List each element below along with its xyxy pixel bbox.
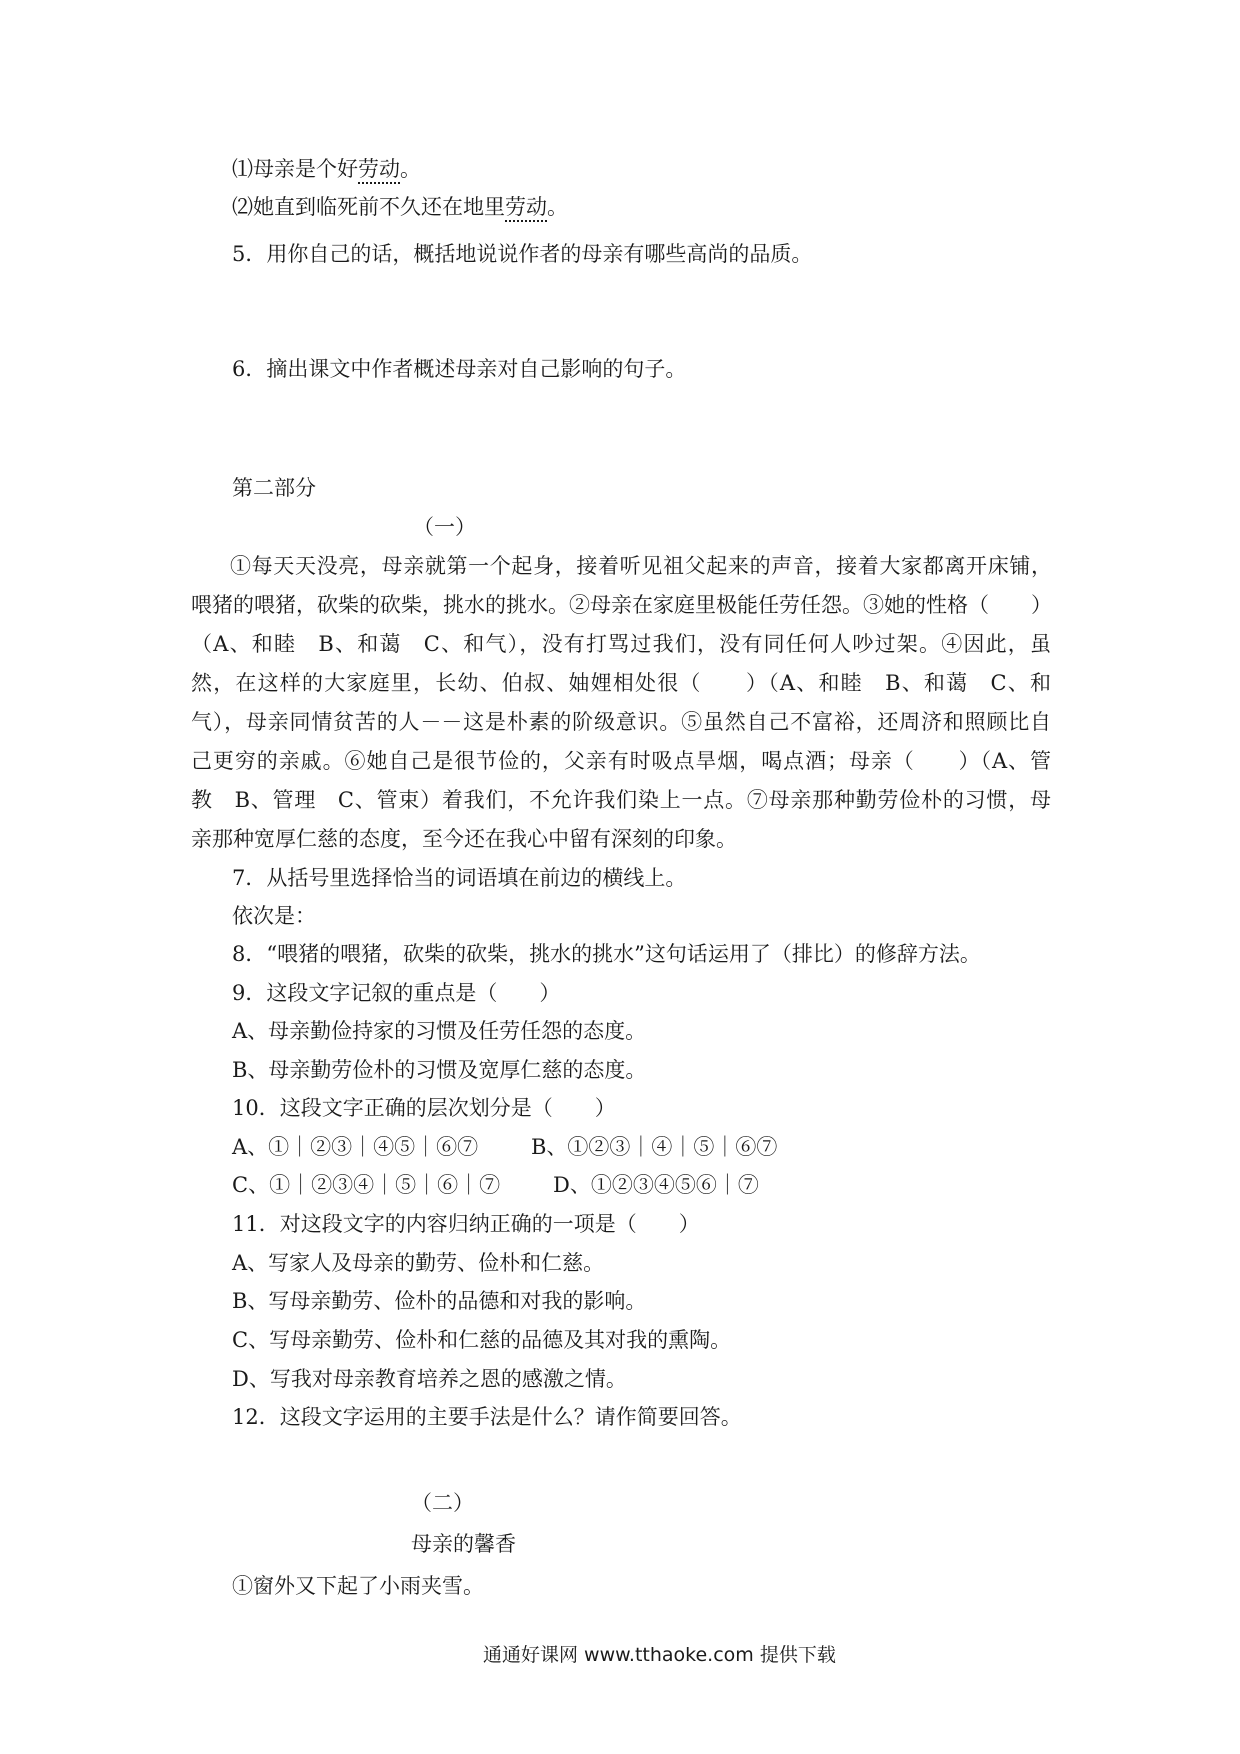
question-12: 12．这段文字运用的主要手法是什么？请作简要回答。	[232, 1405, 742, 1429]
passage-line: 亲那种宽厚仁慈的态度，至今还在我心中留有深刻的印象。	[191, 827, 737, 851]
question-11-option-d: D、写我对母亲教育培养之恩的感激之情。	[232, 1367, 627, 1391]
section-2-title: （二）	[411, 1491, 474, 1515]
question-10: 10．这段文字正确的层次划分是（ ）	[232, 1096, 616, 1120]
question-11: 11．对这段文字的内容归纳正确的一项是（ ）	[232, 1212, 700, 1236]
question-4-item-2: ⑵她直到临死前不久还在地里劳动。	[232, 195, 568, 219]
question-4-item-1: ⑴母亲是个好劳动。	[232, 157, 421, 181]
question-9-option-a: A、母亲勤俭持家的习惯及任劳任怨的态度。	[232, 1019, 647, 1043]
question-11-option-b: B、写母亲勤劳、俭朴的品德和对我的影响。	[232, 1289, 647, 1313]
question-5: 5．用你自己的话，概括地说说作者的母亲有哪些高尚的品质。	[232, 242, 813, 266]
article-title: 母亲的馨香	[411, 1532, 516, 1556]
footer-credit: 通通好课网 www.tthaoke.com 提供下载	[483, 1644, 836, 1666]
question-9: 9．这段文字记叙的重点是（ ）	[232, 981, 561, 1005]
question-7: 7．从括号里选择恰当的词语填在前边的横线上。	[232, 866, 687, 890]
question-9-option-b: B、母亲勤劳俭朴的习惯及宽厚仁慈的态度。	[232, 1058, 647, 1082]
question-6: 6．摘出课文中作者概述母亲对自己影响的句子。	[232, 357, 687, 381]
article-first-line: ①窗外又下起了小雨夹雪。	[232, 1574, 484, 1598]
question-7-answer-label: 依次是：	[232, 904, 316, 928]
passage-line: 喂猪的喂猪，砍柴的砍柴，挑水的挑水。②母亲在家庭里极能任劳任怨。③她的性格（ ）	[191, 593, 1052, 617]
passage-line: （A、和睦 B、和蔼 C、和气），没有打骂过我们，没有同任何人吵过架。④因此，虽	[191, 632, 1051, 656]
question-10-option-c: C、①｜②③④｜⑤｜⑥｜⑦	[232, 1173, 501, 1197]
section-1-title: （一）	[413, 515, 476, 539]
passage-line: 教 B、管理 C、管束）着我们，不允许我们染上一点。⑦母亲那种勤劳俭朴的习惯，母	[191, 788, 1051, 812]
passage-line: 己更穷的亲戚。⑥她自己是很节俭的，父亲有时吸点旱烟，喝点酒；母亲（ ）（A、管	[191, 749, 1051, 773]
passage-line: 气），母亲同情贫苦的人－－这是朴素的阶级意识。⑤虽然自己不富裕，还周济和照顾比自	[191, 710, 1051, 734]
question-10-option-b: B、①②③｜④｜⑤｜⑥⑦	[531, 1135, 778, 1159]
part-2-heading: 第二部分	[232, 476, 316, 500]
dotted-emphasis: 劳动	[358, 157, 400, 181]
question-8: 8．“喂猪的喂猪，砍柴的砍柴，挑水的挑水”这句话运用了（排比）的修辞方法。	[232, 942, 981, 966]
passage-line: ①每天天没亮，母亲就第一个起身，接着听见祖父起来的声音，接着大家都离开床铺，	[230, 554, 1052, 578]
dotted-emphasis: 劳动	[505, 195, 547, 219]
passage-line: 然，在这样的大家庭里，长幼、伯叔、妯娌相处很（ ）（A、和睦 B、和蔼 C、和	[191, 671, 1051, 695]
question-10-option-d: D、①②③④⑤⑥｜⑦	[553, 1173, 759, 1197]
question-11-option-a: A、写家人及母亲的勤劳、俭朴和仁慈。	[232, 1251, 605, 1275]
question-10-option-a: A、①｜②③｜④⑤｜⑥⑦	[232, 1135, 479, 1159]
question-11-option-c: C、写母亲勤劳、俭朴和仁慈的品德及其对我的熏陶。	[232, 1328, 732, 1352]
